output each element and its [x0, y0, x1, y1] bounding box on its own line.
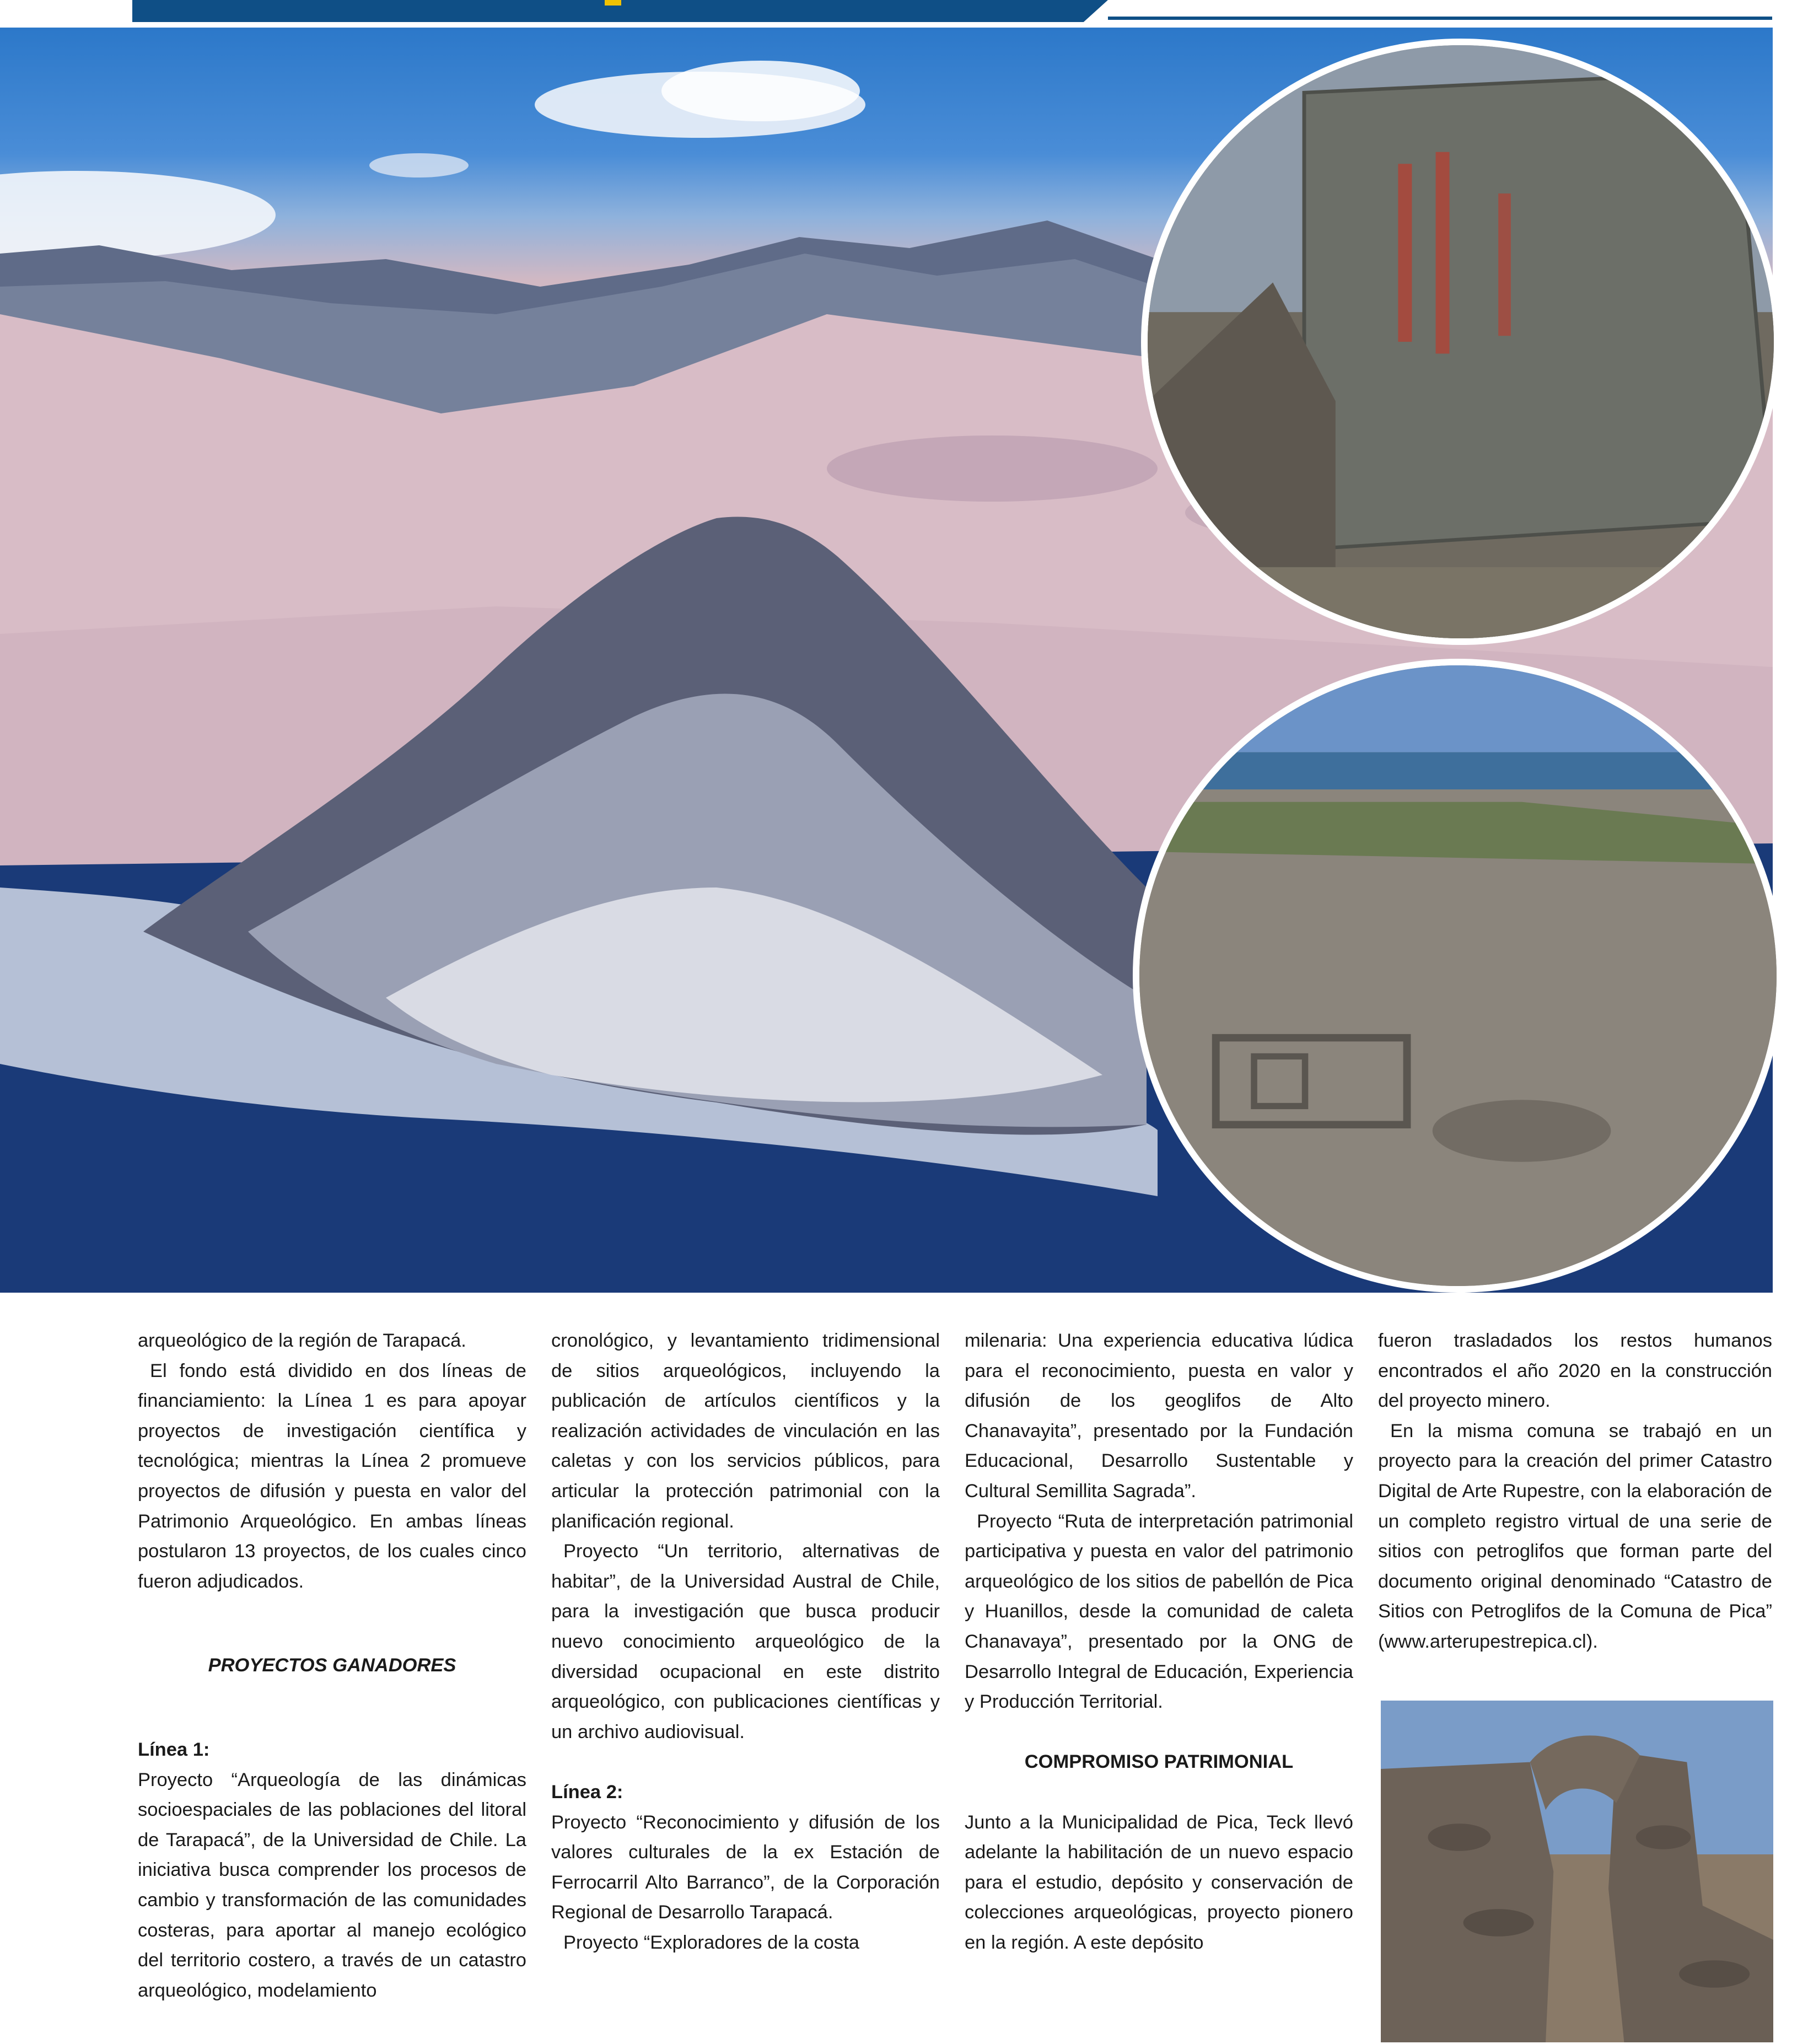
stone-arch-photo	[1381, 1701, 1773, 2042]
inset-photo-coastal-site	[1133, 659, 1783, 1293]
header-accent	[605, 0, 621, 6]
article-column-1	[138, 1326, 526, 2005]
paragraph: Junto a la Municipalidad de Pica, Teck llevó adelante la habilitación de un nuevo espacio para el estudio, depósito y conservación de colecciones arqueológicas, proyecto pionero en la región. A este depósito	[965, 1811, 1353, 1953]
paragraph: arqueológico de la región de Tarapacá.	[138, 1330, 466, 1351]
section-heading: PROYECTOS GANADORES	[208, 1655, 456, 1676]
paragraph: En la misma comuna se trabajó en un proyecto para la creación del primer Catastro Digital de Arte Rupestre, con la elaboración de un completo registro virtual de una serie de sitios con petroglifos que forman parte del documento original denominado “Catastro de Sitios con Petroglifos de la Comuna de Pica” (www.arterupestrepica.cl).	[1378, 1420, 1772, 1652]
article-column-4	[1378, 1326, 1772, 1657]
paragraph: cronológico, y levantamiento tridimensional de sitios arqueológicos, incluyendo la publicación de artículos científicos y la realización actividades de vinculación en las caletas y con los servicios públicos, para articular la protección patrimonial con la planificación regional.	[551, 1330, 940, 1532]
paragraph: Proyecto “Arqueología de las dinámicas socioespaciales de las poblaciones del litoral de Tarapacá”, de la Universidad de Chile. La iniciativa busca comprender los procesos de cambio y transformación de las comunidades costeras, para aportar al manejo ecológico del territorio costero, a través de un catastro arqueológico, modelamiento	[138, 1769, 526, 2001]
subheading-linea-1: Línea 1:	[138, 1739, 210, 1760]
paragraph: fueron trasladados los restos humanos encontrados el año 2020 en la construcción del proyecto minero.	[1378, 1330, 1772, 1412]
inset-photo-rock-art	[1141, 39, 1780, 645]
paragraph: Proyecto “Reconocimiento y difusión de los valores culturales de la ex Estación de Ferrocarril Alto Barranco”, de la Corporación Regional de Desarrollo Tarapacá.	[551, 1811, 940, 1923]
paragraph: milenaria: Una experiencia educativa lúdica para el reconocimiento, puesta en valor y difusión de los geoglifos de Alto Chanavayita”, presentado por la Fundación Educacional, Desarrollo Sustentable y Cultural Semillita Sagrada”.	[965, 1330, 1353, 1502]
paragraph: El fondo está dividido en dos líneas de financiamiento: la Línea 1 es para apoyar proyectos de investigación científica y tecnológica; mientras la Línea 2 promueve proyectos de difusión y puesta en valor del Patrimonio Arqueológico. En ambas líneas postularon 13 proyectos, de los cuales cinco fueron adjudicados.	[138, 1360, 526, 1592]
subheading-linea-2: Línea 2:	[551, 1781, 623, 1803]
paragraph: Proyecto “Ruta de interpretación patrimonial participativa y puesta en valor del patrimonio arqueológico de los sitios de pabellón de Pica y Huanillos, desde la comunidad de caleta Chanavaya”, presentado por la ONG de Desarrollo Integral de Educación, Experiencia y Producción Territorial.	[965, 1510, 1353, 1713]
section-heading: COMPROMISO PATRIMONIAL	[1024, 1751, 1294, 1773]
article-column-3	[965, 1326, 1353, 1957]
header-rule	[1108, 17, 1772, 20]
paragraph: Proyecto “Un territorio, alternativas de habitar”, de la Universidad Austral de Chile, para la investigación que busca producir nuevo conocimiento arqueológico de la diversidad ocupacional en este distrito arqueológico, con publicaciones científicas y un archivo audiovisual.	[551, 1541, 940, 1742]
paragraph: Proyecto “Exploradores de la costa	[563, 1932, 859, 1953]
article-column-2	[551, 1326, 940, 1957]
